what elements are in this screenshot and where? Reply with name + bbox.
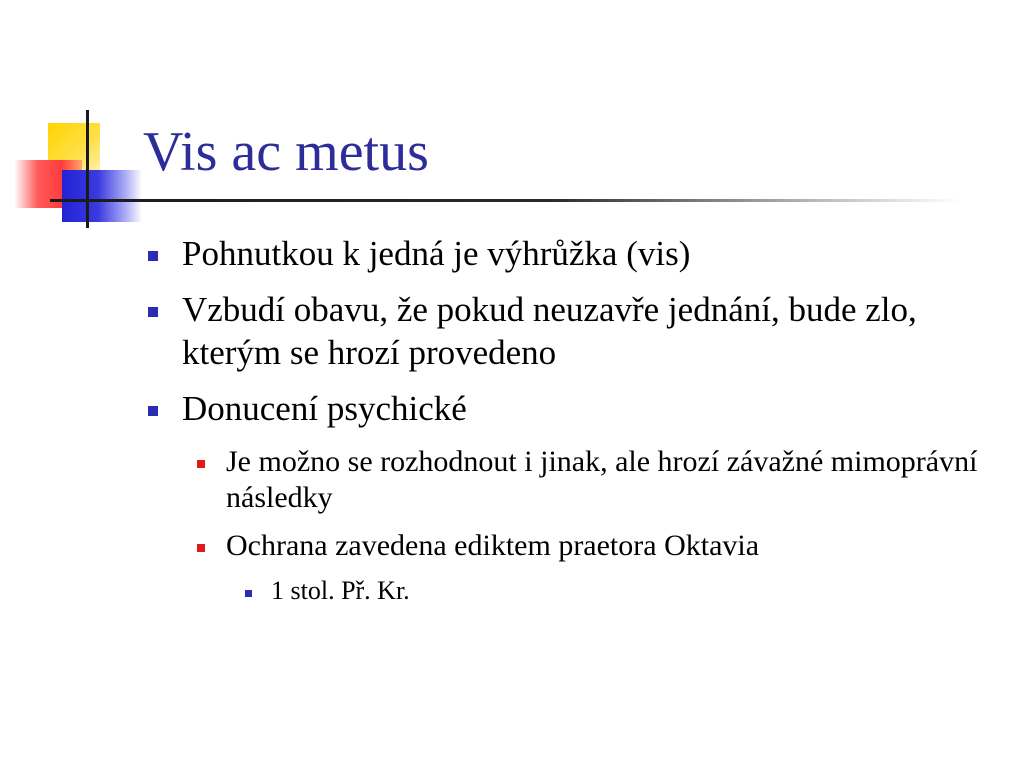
square-bullet-icon (148, 307, 158, 317)
title-underline (50, 199, 960, 202)
bullet-text: Pohnutkou k jedná je výhrůžka (vis) (182, 234, 691, 273)
square-bullet-icon (197, 544, 205, 552)
bullet-list (146, 232, 986, 606)
sub-bullet-item (146, 444, 986, 516)
decorative-logo (0, 0, 200, 240)
bullet-item (146, 387, 986, 430)
sub-bullet-item (146, 528, 986, 564)
sub-sub-bullet-item (146, 576, 986, 606)
square-bullet-icon (245, 590, 252, 597)
slide-title: Vis ac metus (143, 121, 429, 183)
square-bullet-icon (148, 406, 158, 416)
sub-bullet-text: Je možno se rozhodnout i jinak, ale hrozí závažné mimoprávní následky (226, 445, 978, 514)
square-bullet-icon (148, 251, 158, 261)
bullet-text: Vzbudí obavu, že pokud neuzavře jednání, bude zlo, kterým se hrozí provedeno (182, 290, 917, 372)
sub-sub-bullet-text: 1 stol. Př. Kr. (271, 576, 410, 605)
logo-vertical-line (86, 110, 89, 228)
logo-blue-square (62, 170, 142, 222)
square-bullet-icon (197, 460, 205, 468)
bullet-item (146, 232, 986, 275)
bullet-item (146, 288, 986, 374)
sub-bullet-text: Ochrana zavedena ediktem praetora Oktavia (226, 529, 760, 562)
bullet-text: Donucení psychické (182, 389, 467, 428)
